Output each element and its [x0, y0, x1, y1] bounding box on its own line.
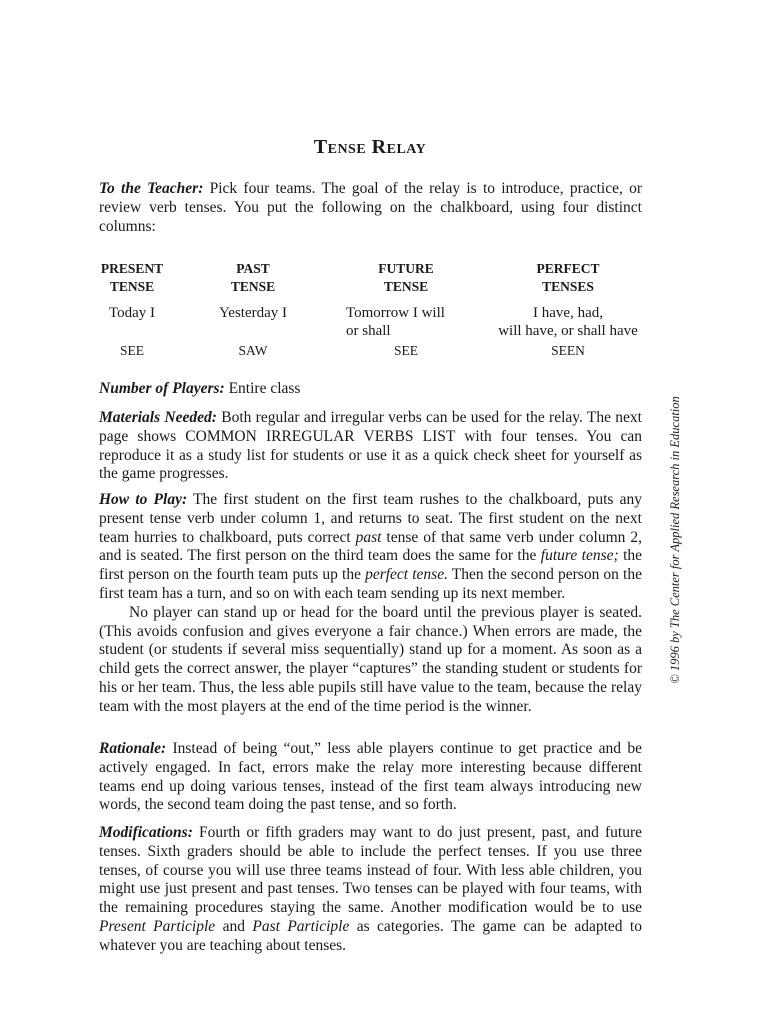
- column-prompt: Yesterday I: [218, 305, 288, 321]
- how-to-play-text: tense of that same verb under column 2, and is seated. The first person on the third team does the same for the: [99, 528, 642, 565]
- copyright-credit: © 1996 by The Center for Applied Research in Education: [668, 396, 682, 684]
- column-prompt-cont: or shall: [346, 323, 391, 339]
- column-example-verb: SEE: [393, 343, 418, 358]
- players-lead: Number of Players:: [99, 380, 225, 397]
- players-paragraph: [99, 380, 642, 399]
- how-to-play-lead: How to Play:: [99, 491, 188, 508]
- page-title: Tense Relay: [313, 136, 427, 158]
- column-prompt-cont: will have, or shall have: [498, 323, 638, 339]
- tense-column-perfect: [488, 260, 648, 360]
- how-to-play-paragraph: [99, 491, 642, 717]
- materials-paragraph: [99, 409, 642, 484]
- emphasis-past: past: [355, 528, 382, 546]
- teacher-text: Pick four teams. The goal of the relay is to introduce, practice, or review verb tenses. You put the following on the chalkboard, using four distinct columns:: [99, 180, 642, 235]
- modifications-lead: Modifications:: [99, 824, 193, 841]
- column-prompt: Today I: [108, 305, 156, 321]
- materials-text: Both regular and irregular verbs can be used for the relay. The next page shows COMMON IRREGULAR VERBS LIST with four tenses. You can reproduce it as a study list for students or use it as a quick check sheet for yourself as the game progresses.: [99, 409, 642, 483]
- emphasis-past-participle: Past Participle: [252, 917, 350, 935]
- how-to-play-text: the first person on the fourth team puts up the: [99, 547, 643, 584]
- rationale-text: Instead of being “out,” less able players continue to get practice and be actively engaged. In fact, errors make the relay more interesting because different teams end up doing various tenses, instead of the first team always introducing new words, the second team doing the past tense, and so forth.: [99, 740, 642, 814]
- how-to-play-text: The first student on the first team rushes to the chalkboard, puts any present tense verb under column 1, and returns to seat. The first student on the next team hurries to chalkboard, puts correct: [99, 491, 642, 546]
- emphasis-perfect: perfect tense.: [365, 566, 448, 584]
- column-prompt: Tomorrow I will: [346, 305, 445, 321]
- modifications-text: and: [215, 917, 253, 935]
- rationale-paragraph: [99, 740, 642, 815]
- column-header-line1: PRESENT: [100, 261, 164, 276]
- column-example-verb: SEE: [119, 343, 144, 358]
- how-to-play-paragraph-2: No player can stand up or head for the board until the previous player is seated. (This avoids confusion and gives everyone a fair chance.) When errors are made, the student (or students if several miss sequentially) stand up for a moment. As soon as a child gets the correct answer, the player “captures” the standing student or students for his or her team. Thus, the less able pupils still have value to the team, because the relay team with the most players at the end of the time period is the winner.: [99, 603, 642, 715]
- modifications-text: Fourth or fifth graders may want to do just present, past, and future tenses. Sixth graders should be able to include the perfect tenses. If you use three tenses, of course you will use three teams instead of four. With less able children, you might use just present and past tenses. Two tenses can be played with four teams, with the remaining procedures staying the same. Another modification would be to use: [99, 824, 642, 917]
- column-header-line2: TENSE: [109, 279, 155, 294]
- modifications-text: as categories. The game can be adapted to whatever you are teaching about tenses.: [99, 917, 642, 954]
- column-header-line1: PAST: [236, 261, 270, 276]
- column-prompt-cont: [203, 322, 303, 340]
- column-header-line1: PERFECT: [536, 261, 600, 276]
- modifications-paragraph: [99, 824, 642, 956]
- column-example-verb: SAW: [238, 343, 268, 358]
- teacher-paragraph: [99, 180, 642, 236]
- tense-column-future: [346, 260, 466, 360]
- rationale-lead: Rationale:: [99, 740, 167, 757]
- column-prompt-cont: [92, 322, 172, 340]
- materials-lead: Materials Needed:: [99, 409, 217, 426]
- column-header-line2: TENSES: [542, 279, 594, 294]
- column-prompt: I have, had,: [533, 305, 603, 321]
- tense-column-past: [203, 260, 303, 360]
- column-example-verb: SEEN: [551, 343, 585, 358]
- tense-column-present: [92, 260, 172, 360]
- players-text: Entire class: [224, 380, 301, 397]
- emphasis-present-participle: Present Participle: [99, 917, 216, 935]
- teacher-lead: To the Teacher:: [99, 180, 204, 197]
- column-header-line2: TENSE: [230, 279, 276, 294]
- emphasis-future: future tense;: [540, 547, 619, 565]
- column-header-line1: FUTURE: [378, 261, 434, 276]
- column-header-line2: TENSE: [383, 279, 429, 294]
- how-to-play-text: Then the second person on the first team has a turn, and so on with each team sending up its next member.: [99, 566, 642, 602]
